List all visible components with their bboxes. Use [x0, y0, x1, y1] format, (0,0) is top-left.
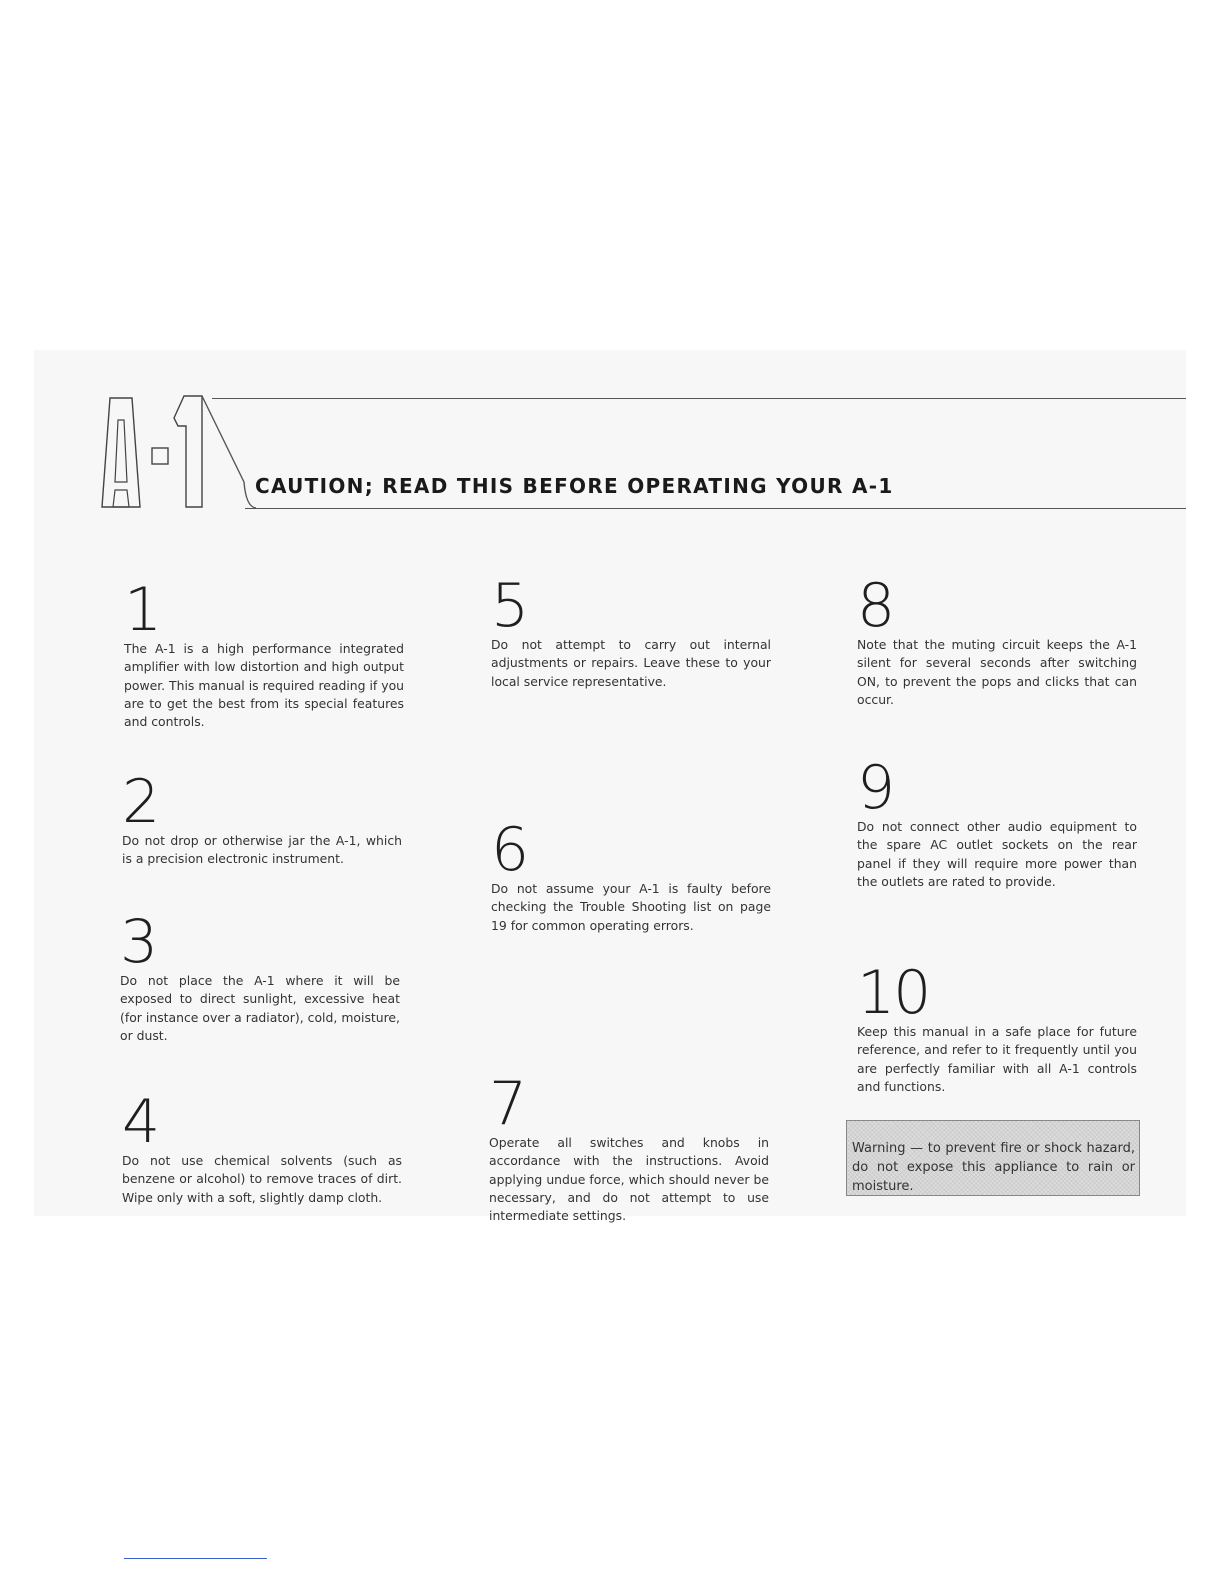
item-text: The A-1 is a high performance integrated amplifier with low distortion and high output power. This manual is required reading if you are to get the best from its special features and controls. [124, 641, 404, 730]
item-number: 3 [120, 907, 157, 977]
page-title: CAUTION; READ THIS BEFORE OPERATING YOUR A-1 [255, 474, 894, 498]
header-top-rule [212, 398, 1186, 399]
item-text: Keep this manual in a safe place for future reference, and refer to it frequently until you are perfectly familiar with all A-1 controls and functions. [857, 1024, 1137, 1094]
footer-rule [124, 1558, 267, 1559]
item-text: Do not assume your A-1 is faulty before checking the Trouble Shooting list on page 19 for common operating errors. [491, 881, 771, 933]
item-number: 9 [857, 753, 894, 823]
item-number: 6 [491, 815, 528, 885]
caution-item-9 [857, 753, 1137, 891]
caution-item-4 [122, 1087, 402, 1207]
item-number: 8 [857, 571, 894, 641]
warning-box: Warning — to prevent fire or shock hazard, do not expose this appliance to rain or moisture. [846, 1120, 1140, 1196]
item-text: Note that the muting circuit keeps the A-1 silent for several seconds after switching ON, to prevent the pops and clicks that can occur. [857, 637, 1137, 707]
caution-item-5 [491, 571, 771, 691]
item-number: 2 [122, 767, 159, 837]
item-number: 7 [489, 1069, 526, 1139]
item-text: Do not connect other audio equipment to the spare AC outlet sockets on the rear panel if they will require more power than the outlets are rated to provide. [857, 819, 1137, 889]
caution-item-7 [489, 1069, 769, 1225]
caution-item-8 [857, 571, 1137, 709]
a1-logo [96, 390, 256, 519]
caution-item-10 [857, 958, 1137, 1096]
item-number: 5 [491, 571, 528, 641]
item-number: 10 [857, 958, 930, 1028]
item-text: Do not attempt to carry out internal adjustments or repairs. Leave these to your local service representative. [491, 637, 771, 689]
item-number: 4 [122, 1087, 159, 1157]
item-number: 1 [124, 575, 161, 645]
caution-item-2 [122, 767, 402, 869]
a1-logo-graphic [96, 390, 256, 515]
item-text: Operate all switches and knobs in accordance with the instructions. Avoid applying undue force, which should never be necessary, and do not attempt to use intermediate settings. [489, 1135, 769, 1224]
caution-item-6 [491, 815, 771, 935]
caution-item-3 [120, 907, 400, 1045]
item-text: Do not use chemical solvents (such as benzene or alcohol) to remove traces of dirt. Wipe only with a soft, slightly damp cloth. [122, 1153, 402, 1205]
item-text: Do not drop or otherwise jar the A-1, which is a precision electronic instrument. [122, 833, 402, 867]
header-bottom-rule [245, 508, 1186, 509]
item-text: Do not place the A-1 where it will be exposed to direct sunlight, excessive heat (for instance over a radiator), cold, moisture, or dust. [120, 973, 400, 1043]
caution-item-1 [124, 575, 404, 731]
